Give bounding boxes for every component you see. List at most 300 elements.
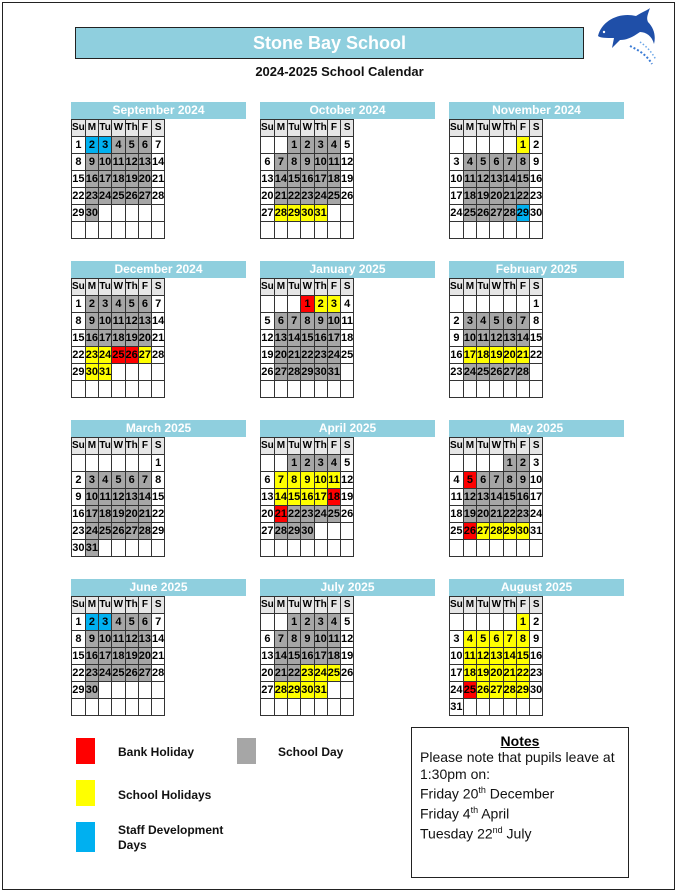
notes-line-1: Friday 20th December (420, 785, 555, 802)
weekday-header: Th (125, 279, 138, 296)
empty-cell (99, 699, 112, 716)
day-cell: 9 (85, 154, 98, 171)
day-cell: 2 (301, 614, 314, 631)
weekday-header: Th (503, 438, 516, 455)
empty-cell (463, 614, 476, 631)
weekday-header: F (138, 597, 151, 614)
legend-label-bank: Bank Holiday (118, 745, 195, 759)
day-cell: 1 (288, 614, 301, 631)
empty-cell (341, 699, 354, 716)
day-cell: 8 (152, 472, 165, 489)
day-cell: 4 (477, 313, 490, 330)
empty-cell (516, 222, 529, 239)
empty-cell (463, 699, 476, 716)
day-cell: 31 (530, 523, 543, 540)
day-cell: 12 (341, 472, 354, 489)
day-cell: 14 (490, 489, 503, 506)
day-cell: 28 (152, 347, 165, 364)
month-title: May 2025 (449, 420, 624, 437)
empty-cell (261, 540, 275, 557)
day-cell: 7 (503, 154, 516, 171)
day-cell: 12 (125, 313, 138, 330)
empty-cell (274, 137, 287, 154)
day-cell: 17 (314, 489, 327, 506)
day-cell: 24 (463, 364, 476, 381)
day-cell: 18 (327, 489, 340, 506)
day-cell: 24 (99, 665, 112, 682)
weekday-header: F (516, 120, 529, 137)
day-cell: 11 (327, 154, 340, 171)
day-cell: 30 (530, 682, 543, 699)
weekday-header: Tu (288, 120, 301, 137)
school-title: Stone Bay School (75, 27, 584, 59)
day-cell: 14 (274, 171, 287, 188)
month-title: September 2024 (71, 102, 246, 119)
month-grid (260, 119, 354, 239)
day-cell: 13 (261, 489, 275, 506)
dolphin-logo-icon (590, 6, 662, 68)
empty-cell (301, 540, 314, 557)
day-cell: 23 (530, 665, 543, 682)
day-cell: 8 (503, 472, 516, 489)
empty-cell (274, 699, 287, 716)
weekday-header: F (327, 597, 340, 614)
day-cell: 22 (288, 665, 301, 682)
day-cell: 21 (152, 648, 165, 665)
day-cell: 4 (112, 137, 125, 154)
weekday-header: W (301, 597, 314, 614)
day-cell: 20 (138, 330, 151, 347)
day-cell: 16 (530, 171, 543, 188)
day-cell: 22 (72, 188, 86, 205)
day-cell: 17 (530, 489, 543, 506)
day-cell: 11 (327, 472, 340, 489)
empty-cell (152, 699, 165, 716)
day-cell: 23 (85, 347, 98, 364)
legend-swatch-holidays (76, 780, 95, 806)
day-cell: 5 (341, 614, 354, 631)
empty-cell (99, 205, 112, 222)
day-cell: 6 (125, 472, 138, 489)
empty-cell (503, 381, 516, 398)
weekday-header: F (138, 438, 151, 455)
day-cell: 6 (138, 296, 151, 313)
legend-label-staff: Staff Development Days (118, 823, 224, 852)
weekday-header: F (138, 120, 151, 137)
day-cell: 28 (138, 523, 151, 540)
day-cell: 9 (85, 313, 98, 330)
weekday-header: M (85, 438, 98, 455)
day-cell: 30 (301, 205, 314, 222)
day-cell: 3 (99, 614, 112, 631)
day-cell: 12 (261, 330, 275, 347)
weekday-header: S (530, 279, 543, 296)
empty-cell (516, 699, 529, 716)
day-cell: 13 (125, 489, 138, 506)
day-cell: 2 (450, 313, 464, 330)
empty-cell (72, 455, 86, 472)
day-cell: 23 (516, 506, 529, 523)
day-cell: 14 (288, 330, 301, 347)
day-cell: 24 (99, 347, 112, 364)
empty-cell (463, 137, 476, 154)
day-cell: 28 (503, 205, 516, 222)
month-title: March 2025 (71, 420, 246, 437)
day-cell: 25 (450, 523, 464, 540)
day-cell: 31 (327, 364, 340, 381)
day-cell: 4 (450, 472, 464, 489)
day-cell: 14 (152, 313, 165, 330)
empty-cell (274, 296, 287, 313)
day-cell: 9 (450, 330, 464, 347)
day-cell: 7 (503, 631, 516, 648)
empty-cell (463, 381, 476, 398)
weekday-header: F (516, 279, 529, 296)
day-cell: 15 (516, 648, 529, 665)
empty-cell (99, 381, 112, 398)
day-cell: 21 (152, 330, 165, 347)
empty-cell (138, 205, 151, 222)
day-cell: 14 (274, 648, 287, 665)
day-cell: 24 (450, 205, 464, 222)
empty-cell (477, 455, 490, 472)
weekday-header: W (490, 438, 503, 455)
day-cell: 1 (301, 296, 314, 313)
day-cell: 13 (138, 631, 151, 648)
weekday-header: Th (314, 597, 327, 614)
weekday-header: M (463, 120, 476, 137)
day-cell: 26 (125, 347, 138, 364)
empty-cell (477, 381, 490, 398)
empty-cell (138, 381, 151, 398)
day-cell: 23 (314, 347, 327, 364)
weekday-header: M (274, 597, 287, 614)
day-cell: 18 (327, 171, 340, 188)
day-cell: 25 (112, 188, 125, 205)
day-cell: 30 (314, 364, 327, 381)
day-cell: 16 (301, 648, 314, 665)
day-cell: 12 (477, 648, 490, 665)
empty-cell (112, 682, 125, 699)
empty-cell (261, 455, 275, 472)
notes-line-2: Friday 4th April (420, 805, 510, 822)
empty-cell (516, 296, 529, 313)
weekday-header: M (274, 120, 287, 137)
day-cell: 11 (112, 631, 125, 648)
month-title: October 2024 (260, 102, 435, 119)
day-cell: 7 (152, 137, 165, 154)
day-cell: 12 (463, 489, 476, 506)
day-cell: 3 (314, 455, 327, 472)
empty-cell (261, 296, 275, 313)
empty-cell (99, 540, 112, 557)
weekday-header: Tu (288, 438, 301, 455)
day-cell: 17 (463, 347, 476, 364)
empty-cell (530, 222, 543, 239)
day-cell: 19 (477, 188, 490, 205)
day-cell: 27 (477, 523, 490, 540)
month-grid (449, 437, 543, 557)
day-cell: 16 (85, 330, 98, 347)
day-cell: 16 (85, 171, 98, 188)
day-cell: 8 (530, 313, 543, 330)
day-cell: 2 (530, 614, 543, 631)
day-cell: 27 (274, 364, 287, 381)
day-cell: 1 (152, 455, 165, 472)
weekday-header: Su (72, 120, 86, 137)
empty-cell (490, 614, 503, 631)
day-cell: 13 (138, 313, 151, 330)
day-cell: 30 (301, 682, 314, 699)
empty-cell (530, 364, 543, 381)
day-cell: 19 (490, 347, 503, 364)
empty-cell (341, 222, 354, 239)
empty-cell (99, 455, 112, 472)
day-cell: 18 (477, 347, 490, 364)
empty-cell (463, 540, 476, 557)
day-cell: 16 (301, 171, 314, 188)
empty-cell (112, 455, 125, 472)
day-cell: 22 (530, 347, 543, 364)
day-cell: 25 (327, 188, 340, 205)
day-cell: 6 (138, 137, 151, 154)
weekday-header: Tu (477, 120, 490, 137)
day-cell: 6 (477, 472, 490, 489)
day-cell: 15 (152, 489, 165, 506)
day-cell: 7 (152, 614, 165, 631)
day-cell: 20 (261, 188, 275, 205)
day-cell: 26 (341, 665, 354, 682)
day-cell: 11 (463, 171, 476, 188)
day-cell: 20 (138, 648, 151, 665)
day-cell: 19 (261, 347, 275, 364)
day-cell: 27 (138, 188, 151, 205)
empty-cell (152, 364, 165, 381)
day-cell: 3 (450, 154, 464, 171)
day-cell: 23 (85, 188, 98, 205)
day-cell: 20 (490, 665, 503, 682)
weekday-header: M (463, 438, 476, 455)
day-cell: 22 (288, 506, 301, 523)
day-cell: 29 (503, 523, 516, 540)
day-cell: 19 (125, 171, 138, 188)
empty-cell (301, 381, 314, 398)
weekday-header: Tu (477, 597, 490, 614)
day-cell: 6 (261, 631, 275, 648)
weekday-header: Th (125, 120, 138, 137)
day-cell: 24 (99, 188, 112, 205)
empty-cell (261, 381, 275, 398)
day-cell: 17 (314, 648, 327, 665)
day-cell: 26 (463, 523, 476, 540)
day-cell: 30 (530, 205, 543, 222)
day-cell: 28 (516, 364, 529, 381)
day-cell: 18 (463, 188, 476, 205)
weekday-header: Tu (99, 597, 112, 614)
weekday-header: Su (450, 597, 464, 614)
day-cell: 24 (85, 523, 98, 540)
month-grid (449, 596, 543, 716)
day-cell: 4 (112, 296, 125, 313)
weekday-header: S (530, 438, 543, 455)
day-cell: 3 (85, 472, 98, 489)
empty-cell (125, 205, 138, 222)
month-grid (260, 278, 354, 398)
day-cell: 11 (477, 330, 490, 347)
notes-box (411, 727, 629, 878)
empty-cell (288, 222, 301, 239)
empty-cell (477, 540, 490, 557)
day-cell: 5 (490, 313, 503, 330)
day-cell: 9 (301, 472, 314, 489)
day-cell: 14 (503, 648, 516, 665)
empty-cell (327, 381, 340, 398)
weekday-header: Tu (477, 279, 490, 296)
empty-cell (112, 364, 125, 381)
day-cell: 10 (463, 330, 476, 347)
day-cell: 15 (301, 330, 314, 347)
empty-cell (327, 523, 340, 540)
empty-cell (112, 205, 125, 222)
empty-cell (274, 614, 287, 631)
day-cell: 26 (477, 205, 490, 222)
day-cell: 6 (261, 472, 275, 489)
month-grid (71, 596, 165, 716)
day-cell: 28 (152, 188, 165, 205)
day-cell: 7 (152, 296, 165, 313)
month-grid (449, 278, 543, 398)
empty-cell (72, 222, 86, 239)
weekday-header: Su (450, 120, 464, 137)
empty-cell (152, 381, 165, 398)
weekday-header: Th (503, 597, 516, 614)
day-cell: 10 (314, 472, 327, 489)
day-cell: 23 (450, 364, 464, 381)
day-cell: 2 (516, 455, 529, 472)
legend-swatch-staff (76, 822, 95, 852)
month-grid (260, 596, 354, 716)
day-cell: 12 (112, 489, 125, 506)
empty-cell (341, 205, 354, 222)
day-cell: 13 (274, 330, 287, 347)
day-cell: 21 (503, 188, 516, 205)
day-cell: 13 (490, 171, 503, 188)
day-cell: 21 (490, 506, 503, 523)
day-cell: 21 (274, 506, 287, 523)
day-cell: 21 (274, 665, 287, 682)
empty-cell (314, 381, 327, 398)
day-cell: 20 (274, 347, 287, 364)
day-cell: 22 (288, 188, 301, 205)
day-cell: 3 (530, 455, 543, 472)
day-cell: 2 (85, 296, 98, 313)
day-cell: 2 (530, 137, 543, 154)
empty-cell (261, 222, 275, 239)
day-cell: 19 (463, 506, 476, 523)
empty-cell (125, 699, 138, 716)
empty-cell (125, 364, 138, 381)
day-cell: 22 (152, 506, 165, 523)
weekday-header: W (490, 279, 503, 296)
notes-line-3: Tuesday 22nd July (420, 825, 532, 842)
day-cell: 24 (314, 188, 327, 205)
day-cell: 6 (274, 313, 287, 330)
weekday-header: Su (450, 438, 464, 455)
day-cell: 27 (490, 205, 503, 222)
empty-cell (138, 540, 151, 557)
day-cell: 10 (450, 648, 464, 665)
month-grid (449, 119, 543, 239)
day-cell: 30 (85, 682, 98, 699)
day-cell: 8 (516, 154, 529, 171)
day-cell: 25 (463, 682, 476, 699)
day-cell: 15 (72, 330, 86, 347)
day-cell: 9 (516, 472, 529, 489)
day-cell: 28 (490, 523, 503, 540)
day-cell: 2 (85, 137, 98, 154)
empty-cell (85, 381, 98, 398)
day-cell: 1 (516, 137, 529, 154)
day-cell: 29 (516, 682, 529, 699)
empty-cell (138, 364, 151, 381)
empty-cell (341, 523, 354, 540)
day-cell: 14 (152, 154, 165, 171)
day-cell: 22 (503, 506, 516, 523)
empty-cell (314, 699, 327, 716)
weekday-header: S (341, 120, 354, 137)
empty-cell (327, 205, 340, 222)
day-cell: 23 (301, 665, 314, 682)
day-cell: 1 (516, 614, 529, 631)
day-cell: 26 (341, 506, 354, 523)
weekday-header: M (85, 120, 98, 137)
day-cell: 12 (125, 631, 138, 648)
empty-cell (450, 137, 464, 154)
day-cell: 31 (314, 205, 327, 222)
month-title: June 2025 (71, 579, 246, 596)
day-cell: 25 (112, 347, 125, 364)
empty-cell (530, 540, 543, 557)
day-cell: 8 (72, 313, 86, 330)
day-cell: 29 (72, 682, 86, 699)
empty-cell (503, 614, 516, 631)
weekday-header: S (341, 597, 354, 614)
empty-cell (530, 381, 543, 398)
day-cell: 26 (112, 523, 125, 540)
day-cell: 10 (327, 313, 340, 330)
empty-cell (327, 540, 340, 557)
empty-cell (314, 540, 327, 557)
day-cell: 16 (450, 347, 464, 364)
day-cell: 11 (341, 313, 354, 330)
day-cell: 23 (530, 188, 543, 205)
empty-cell (288, 699, 301, 716)
day-cell: 28 (274, 205, 287, 222)
day-cell: 13 (490, 648, 503, 665)
weekday-header: F (327, 279, 340, 296)
day-cell: 9 (72, 489, 86, 506)
day-cell: 7 (138, 472, 151, 489)
weekday-header: M (85, 279, 98, 296)
empty-cell (112, 699, 125, 716)
weekday-header: S (152, 438, 165, 455)
day-cell: 2 (301, 137, 314, 154)
weekday-header: Tu (477, 438, 490, 455)
day-cell: 28 (152, 665, 165, 682)
weekday-header: Th (314, 438, 327, 455)
day-cell: 5 (341, 137, 354, 154)
empty-cell (341, 540, 354, 557)
